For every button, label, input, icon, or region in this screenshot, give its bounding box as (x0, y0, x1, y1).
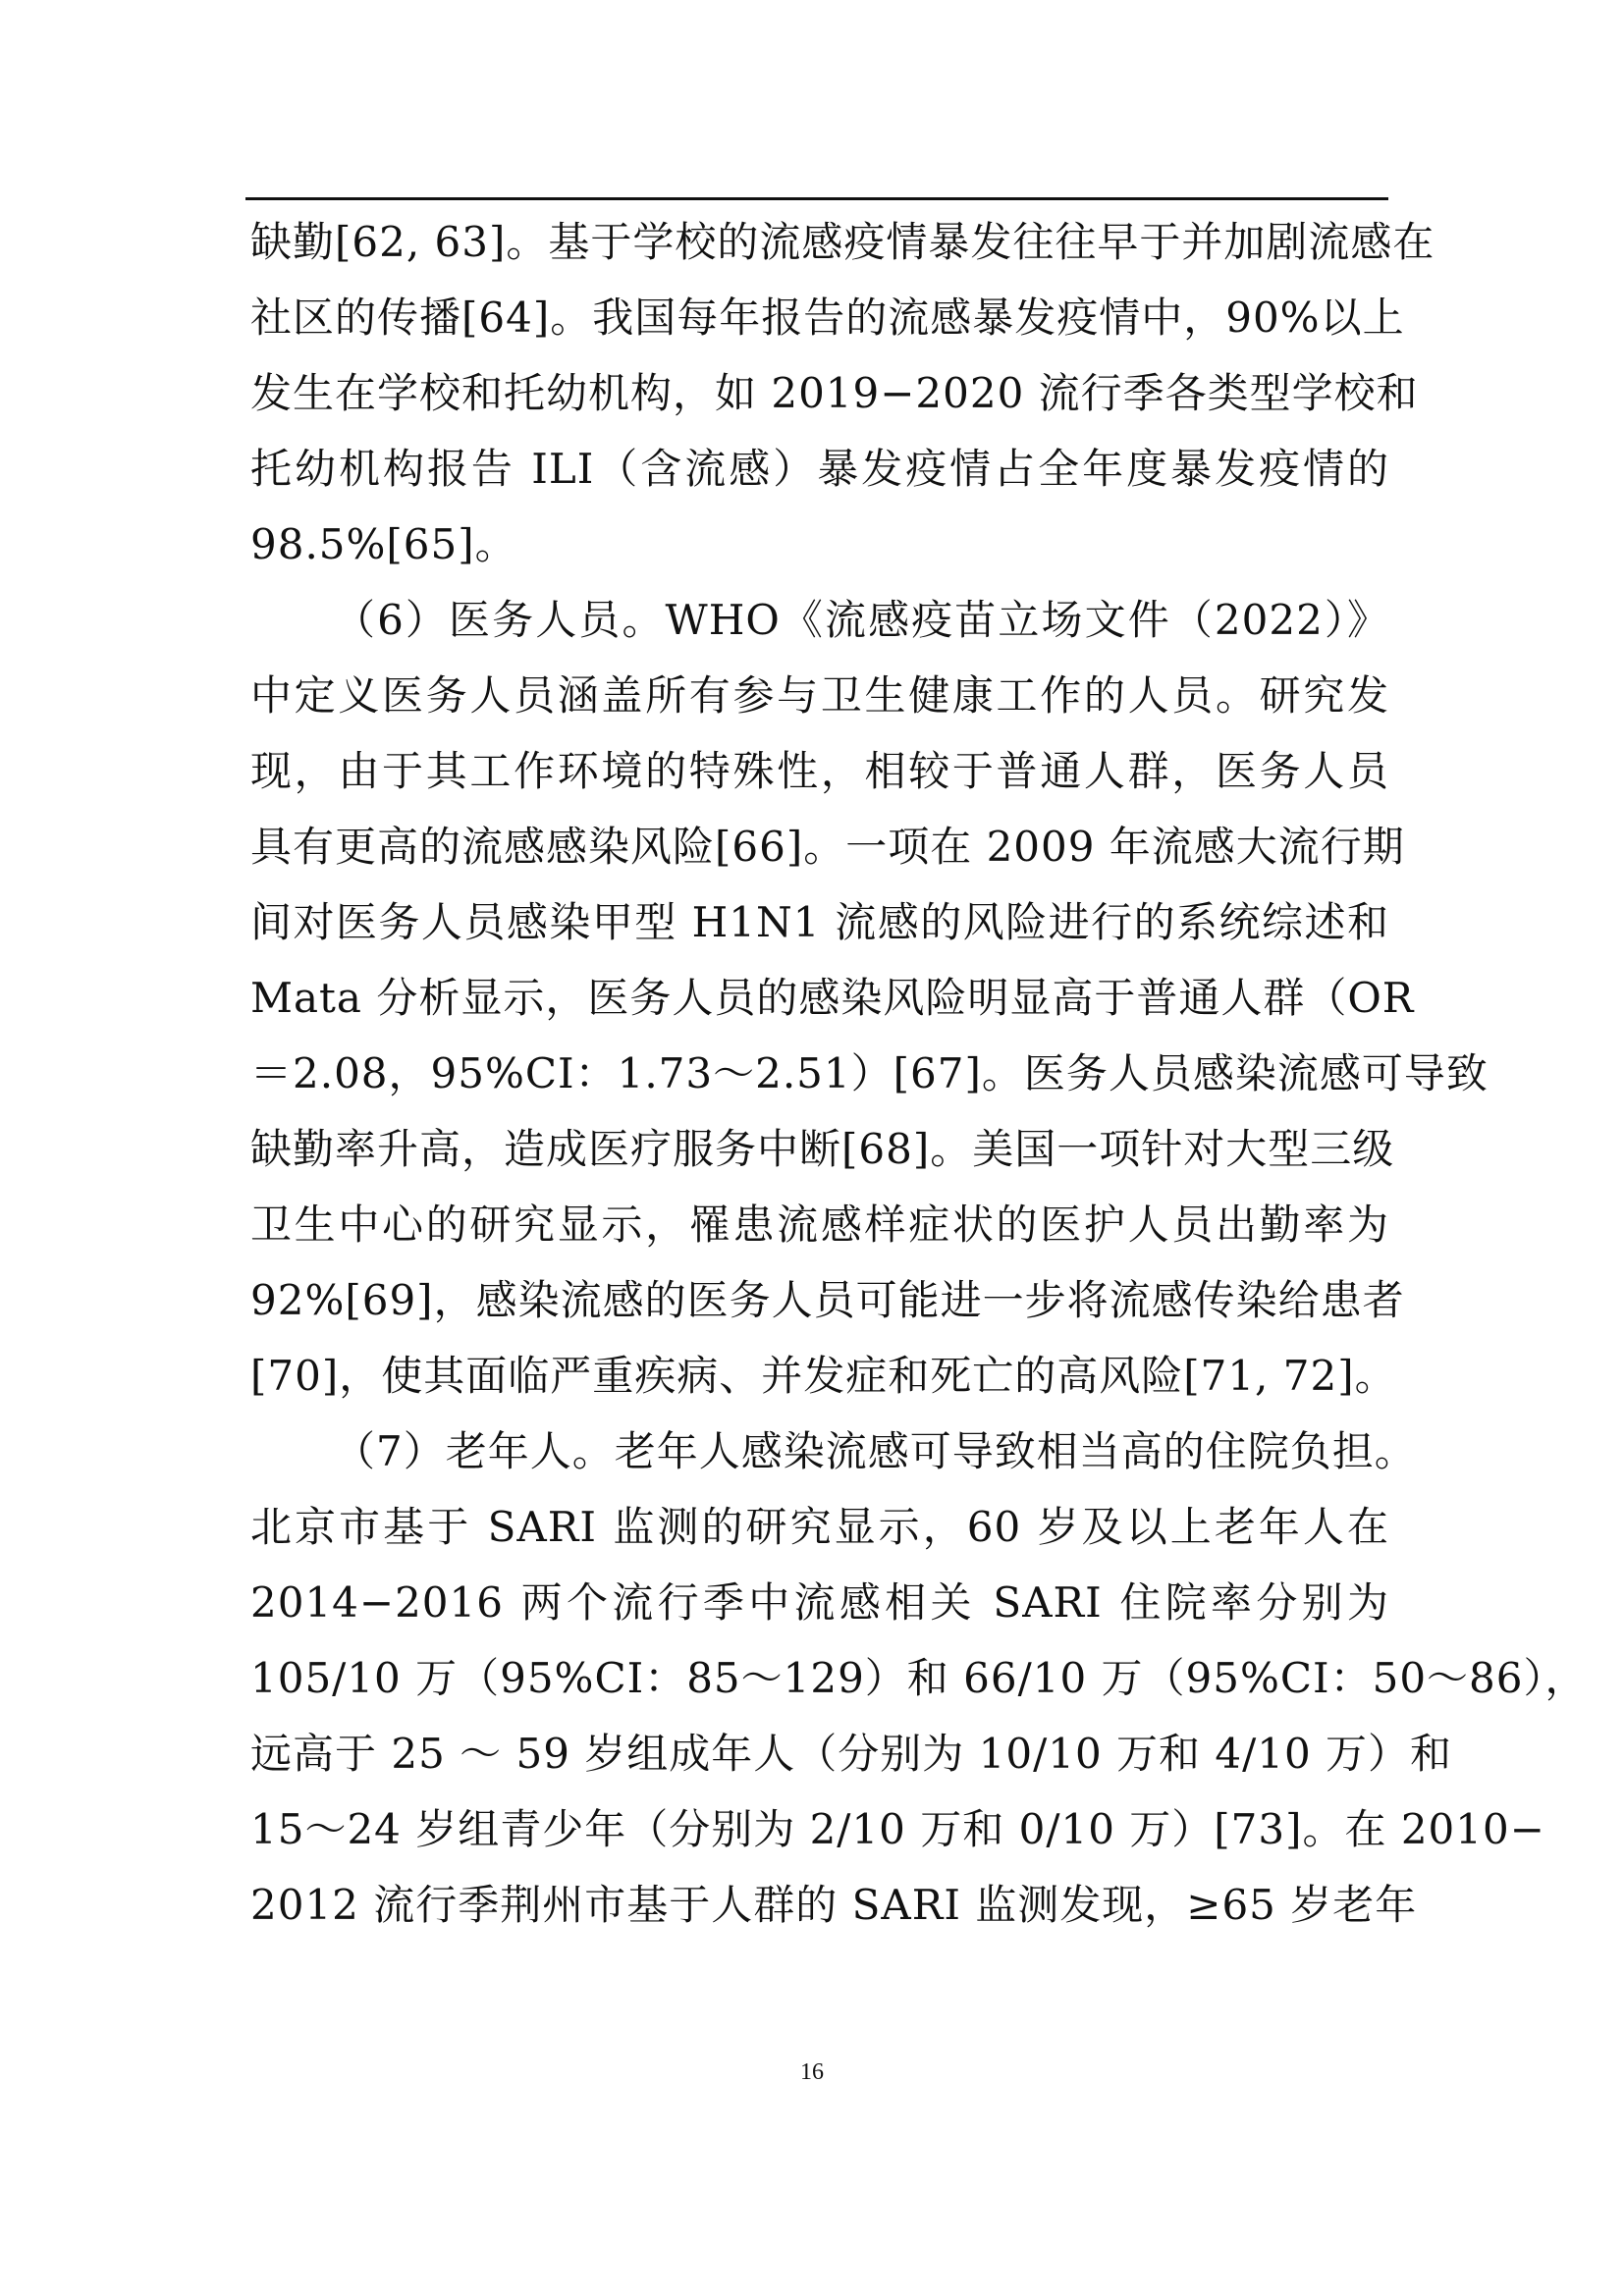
text-line: ＝2.08，95%CI：1.73～2.51）[67]。医务人员感染流感可导致 (250, 1049, 1489, 1097)
header-rule (245, 197, 1388, 200)
text-line: 北京市基于 SARI 监测的研究显示，60 岁及以上老年人在 (250, 1503, 1389, 1551)
text-line: 现，由于其工作环境的特殊性，相较于普通人群，医务人员 (250, 747, 1389, 795)
text-line: 缺勤率升高，造成医疗服务中断[68]。美国一项针对大型三级 (250, 1125, 1395, 1173)
text-line: 远高于 25 ～ 59 岁组成年人（分别为 10/10 万和 4/10 万）和 (250, 1730, 1453, 1778)
text-line: 92%[69]，感染流感的医务人员可能进一步将流感传染给患者 (250, 1276, 1405, 1324)
text-line: 缺勤[62, 63]。基于学校的流感疫情暴发往往早于并加剧流感在 (250, 218, 1435, 266)
text-line: 社区的传播[64]。我国每年报告的流感暴发疫情中，90%以上 (250, 294, 1405, 342)
text-line: 98.5%[65]。 (250, 520, 517, 568)
text-line: 中定义医务人员涵盖所有参与卫生健康工作的人员。研究发 (250, 671, 1389, 720)
page-number: 16 (800, 2059, 824, 2085)
text-line: 具有更高的流感感染风险[66]。一项在 2009 年流感大流行期 (250, 823, 1405, 871)
text-line: 105/10 万（95%CI：85～129）和 66/10 万（95%CI：50～86）， (250, 1654, 1588, 1702)
text-line: 发生在学校和托幼机构，如 2019−2020 流行季各类型学校和 (250, 369, 1419, 417)
text-line: 托幼机构报告 ILI（含流感）暴发疫情占全年度暴发疫情的 (250, 445, 1389, 493)
text-line: [70]，使其面临严重疾病、并发症和死亡的高风险[71, 72]。 (250, 1352, 1397, 1400)
paragraph-start-line: （6）医务人员。WHO《流感疫苗立场文件（2022）》 (334, 596, 1389, 644)
text-line: Mata 分析显示，医务人员的感染风险明显高于普通人群（OR (250, 974, 1415, 1022)
text-line: 2012 流行季荆州市基于人群的 SARI 监测发现，≥65 岁老年 (250, 1881, 1418, 1929)
text-line: 2014−2016 两个流行季中流感相关 SARI 住院率分别为 (250, 1578, 1389, 1627)
paragraph-start-line: （7）老年人。老年人感染流感可导致相当高的住院负担。 (334, 1427, 1417, 1475)
text-line: 15～24 岁组青少年（分别为 2/10 万和 0/10 万）[73]。在 2010− (250, 1805, 1545, 1853)
text-line: 卫生中心的研究显示，罹患流感样症状的医护人员出勤率为 (250, 1201, 1389, 1249)
text-line: 间对医务人员感染甲型 H1N1 流感的风险进行的系统综述和 (250, 898, 1389, 946)
